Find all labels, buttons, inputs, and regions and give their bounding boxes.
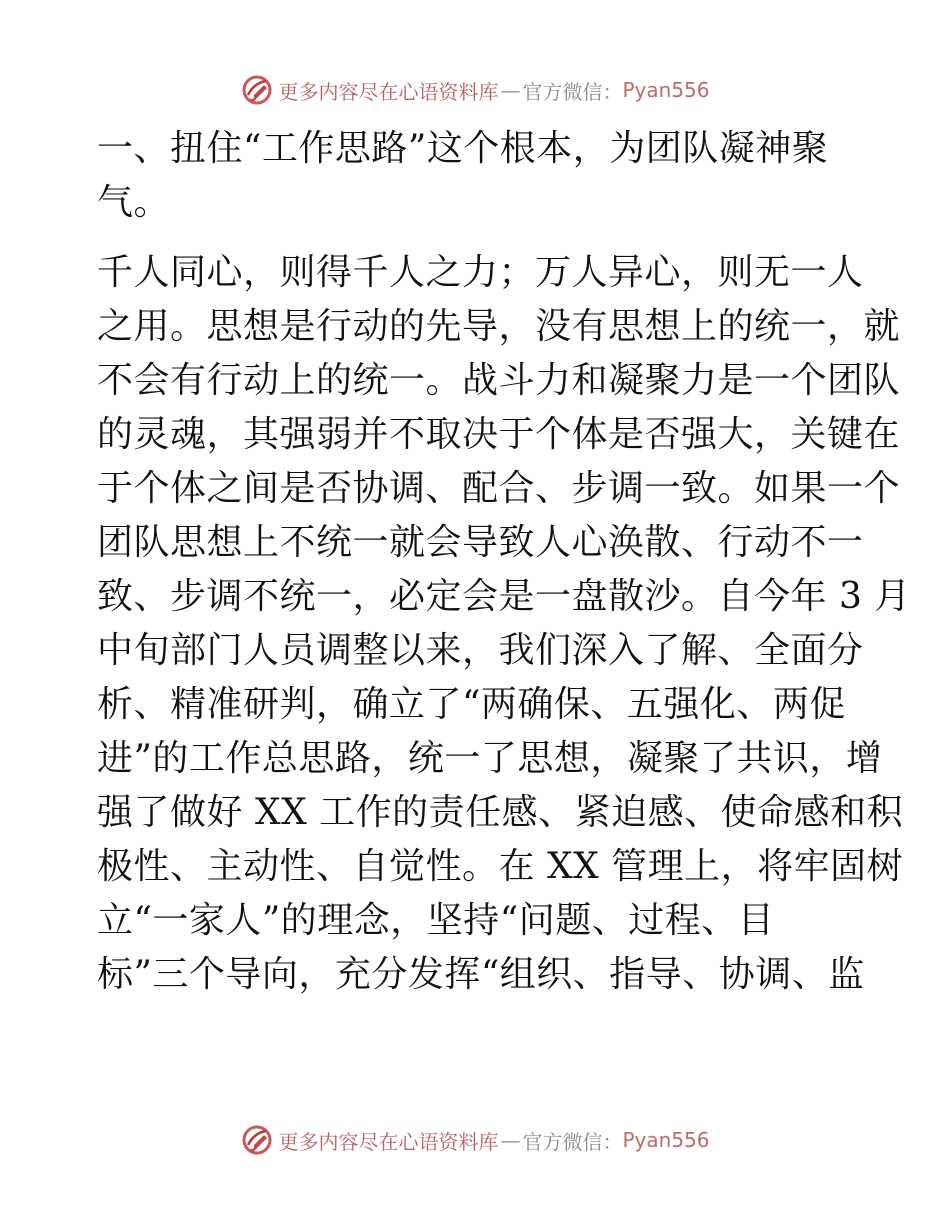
paragraph-line: 千人同心，则得千人之力；万人异心，则无一人	[97, 252, 864, 293]
pen-logo-icon	[240, 1123, 274, 1157]
paragraph-line: 团队思想上不统一就会导致人心涣散、行动不一	[97, 522, 864, 563]
banner-contact-label: 官方微信：	[522, 1129, 623, 1154]
paragraph-line: 标”三个导向，充分发挥“组织、指导、协调、监	[97, 954, 865, 995]
paragraph-gap	[97, 230, 853, 246]
paragraph-line: 进”的工作总思路，统一了思想，凝聚了共识，增	[97, 738, 883, 779]
pen-logo-icon	[240, 73, 274, 107]
paragraph-line: 致、步调不统一，必定会是一盘散沙。自今年 3 月	[97, 576, 911, 617]
banner-text: 更多内容尽在心语资料库	[278, 1129, 499, 1154]
banner-dash: —	[500, 1128, 521, 1152]
paragraph-line: 极性、主动性、自觉性。在 XX 管理上，将牢固树	[97, 846, 904, 887]
heading-line: 气。	[97, 182, 171, 223]
footer-banner	[0, 1120, 950, 1160]
banner-contact-id: Pyan556	[622, 78, 710, 102]
paragraph-line: 的灵魂，其强弱并不取决于个体是否强大，关键在	[97, 414, 901, 455]
paragraph-line: 中旬部门人员调整以来，我们深入了解、全面分	[97, 630, 864, 671]
header-banner	[0, 70, 950, 110]
paragraph-line: 析、精准研判，确立了“两确保、五强化、两促	[97, 684, 846, 725]
paragraph-line: 之用。思想是行动的先导，没有思想上的统一，就	[97, 306, 901, 347]
heading-line: 一、扭住“工作思路”这个根本，为团队凝神聚	[97, 128, 829, 169]
paragraph-line: 强了做好 XX 工作的责任感、紧迫感、使命感和积	[97, 792, 904, 833]
paragraph-line: 不会有行动上的统一。战斗力和凝聚力是一个团队	[97, 360, 901, 401]
banner-contact-label: 官方微信：	[522, 79, 623, 104]
paragraph-line: 于个体之间是否协调、配合、步调一致。如果一个	[97, 468, 901, 509]
banner-contact-id: Pyan556	[622, 1128, 710, 1152]
banner-text: 更多内容尽在心语资料库	[278, 79, 499, 104]
document-body	[97, 122, 911, 1002]
section-heading	[97, 122, 853, 230]
body-paragraph	[97, 246, 911, 1002]
paragraph-line: 立“一家人”的理念，坚持“问题、过程、目	[97, 900, 775, 941]
banner-dash: —	[500, 78, 521, 102]
